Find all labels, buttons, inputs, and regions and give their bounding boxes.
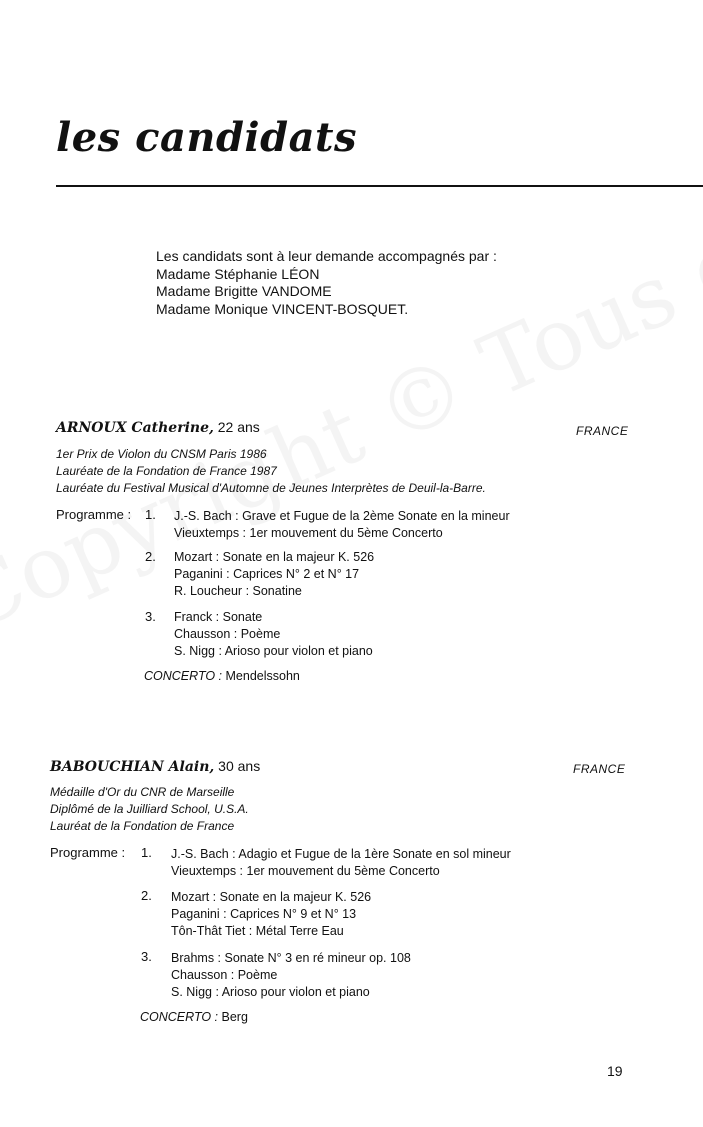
programme-line: Mozart : Sonate en la majeur K. 526: [174, 550, 375, 564]
programme-item-number: 3.: [141, 949, 152, 964]
candidate-name: ARNOUX Catherine,: [56, 420, 214, 436]
programme-line: Vieuxtemps : 1er mouvement du 5ème Concerto: [171, 864, 440, 878]
programme-line: Vieuxtemps : 1er mouvement du 5ème Concerto: [174, 526, 443, 540]
programme-item: [174, 508, 510, 542]
concerto-composer: Mendelssohn: [225, 669, 300, 683]
programme-item-number: 1.: [141, 845, 152, 860]
programme-item-number: 2.: [141, 888, 152, 903]
candidate-honors: [50, 784, 249, 835]
programme-line: Tôn-Thât Tiet : Métal Terre Eau: [171, 924, 344, 938]
candidate-heading: [56, 419, 260, 436]
programme-line: R. Loucheur : Sonatine: [174, 584, 302, 598]
programme-item-number: 1.: [145, 507, 156, 522]
programme-item-number: 2.: [145, 549, 156, 564]
programme-line: Brahms : Sonate N° 3 en ré mineur op. 108: [171, 951, 411, 965]
concerto-label: CONCERTO :: [144, 669, 223, 683]
title-divider: [56, 185, 703, 187]
programme-line: J.-S. Bach : Adagio et Fugue de la 1ère Sonate en sol mineur: [171, 847, 511, 861]
candidate-country: FRANCE: [576, 424, 629, 438]
candidate-age: 22 ans: [217, 419, 260, 435]
programme-line: S. Nigg : Arioso pour violon et piano: [174, 644, 373, 658]
intro-line: Madame Brigitte VANDOME: [156, 283, 332, 299]
honor-line: Lauréat de la Fondation de France: [50, 819, 235, 833]
programme-line: Mozart : Sonate en la majeur K. 526: [171, 890, 372, 904]
intro-paragraph: [156, 248, 497, 318]
programme-line: Chausson : Poème: [174, 627, 281, 641]
programme-item: [174, 609, 373, 660]
page-number: 19: [607, 1063, 623, 1079]
programme-item: [171, 889, 371, 940]
intro-line: Les candidats sont à leur demande accompagnés par :: [156, 248, 497, 264]
concerto-line: [144, 669, 300, 683]
intro-line: Madame Monique VINCENT-BOSQUET.: [156, 300, 409, 317]
programme-line: Chausson : Poème: [171, 968, 278, 982]
concerto-line: [140, 1010, 248, 1024]
concerto-label: CONCERTO :: [140, 1010, 219, 1024]
honor-line: Diplômé de la Juilliard School, U.S.A.: [50, 802, 249, 816]
programme-label: Programme :: [50, 845, 126, 860]
candidate-name: BABOUCHIAN Alain,: [50, 759, 215, 775]
candidate-age: 30 ans: [218, 758, 261, 774]
programme-line: J.-S. Bach : Grave et Fugue de la 2ème Sonate en la mineur: [174, 509, 510, 523]
concerto-composer: Berg: [221, 1010, 248, 1024]
programme-item-number: 3.: [145, 609, 156, 624]
programme-line: Paganini : Caprices N° 9 et N° 13: [171, 907, 357, 921]
programme-label: Programme :: [56, 507, 132, 522]
page-title: les candidats: [56, 114, 357, 161]
candidate-honors: [56, 446, 486, 497]
programme-line: Paganini : Caprices N° 2 et N° 17: [174, 567, 360, 581]
programme-line: S. Nigg : Arioso pour violon et piano: [171, 985, 370, 999]
intro-line: Madame Stéphanie LÉON: [156, 265, 320, 282]
programme-item: [171, 950, 411, 1001]
honor-line: Médaille d'Or du CNR de Marseille: [50, 785, 235, 799]
programme-line: Franck : Sonate: [174, 610, 263, 624]
honor-line: Lauréate du Festival Musical d'Automne de Jeunes Interprètes de Deuil-la-Barre.: [56, 481, 486, 495]
candidate-heading: [50, 758, 260, 775]
honor-line: Lauréate de la Fondation de France 1987: [56, 464, 277, 478]
honor-line: 1er Prix de Violon du CNSM Paris 1986: [56, 447, 267, 461]
candidate-country: FRANCE: [573, 762, 626, 776]
programme-item: [174, 549, 374, 600]
programme-item: [171, 846, 511, 880]
